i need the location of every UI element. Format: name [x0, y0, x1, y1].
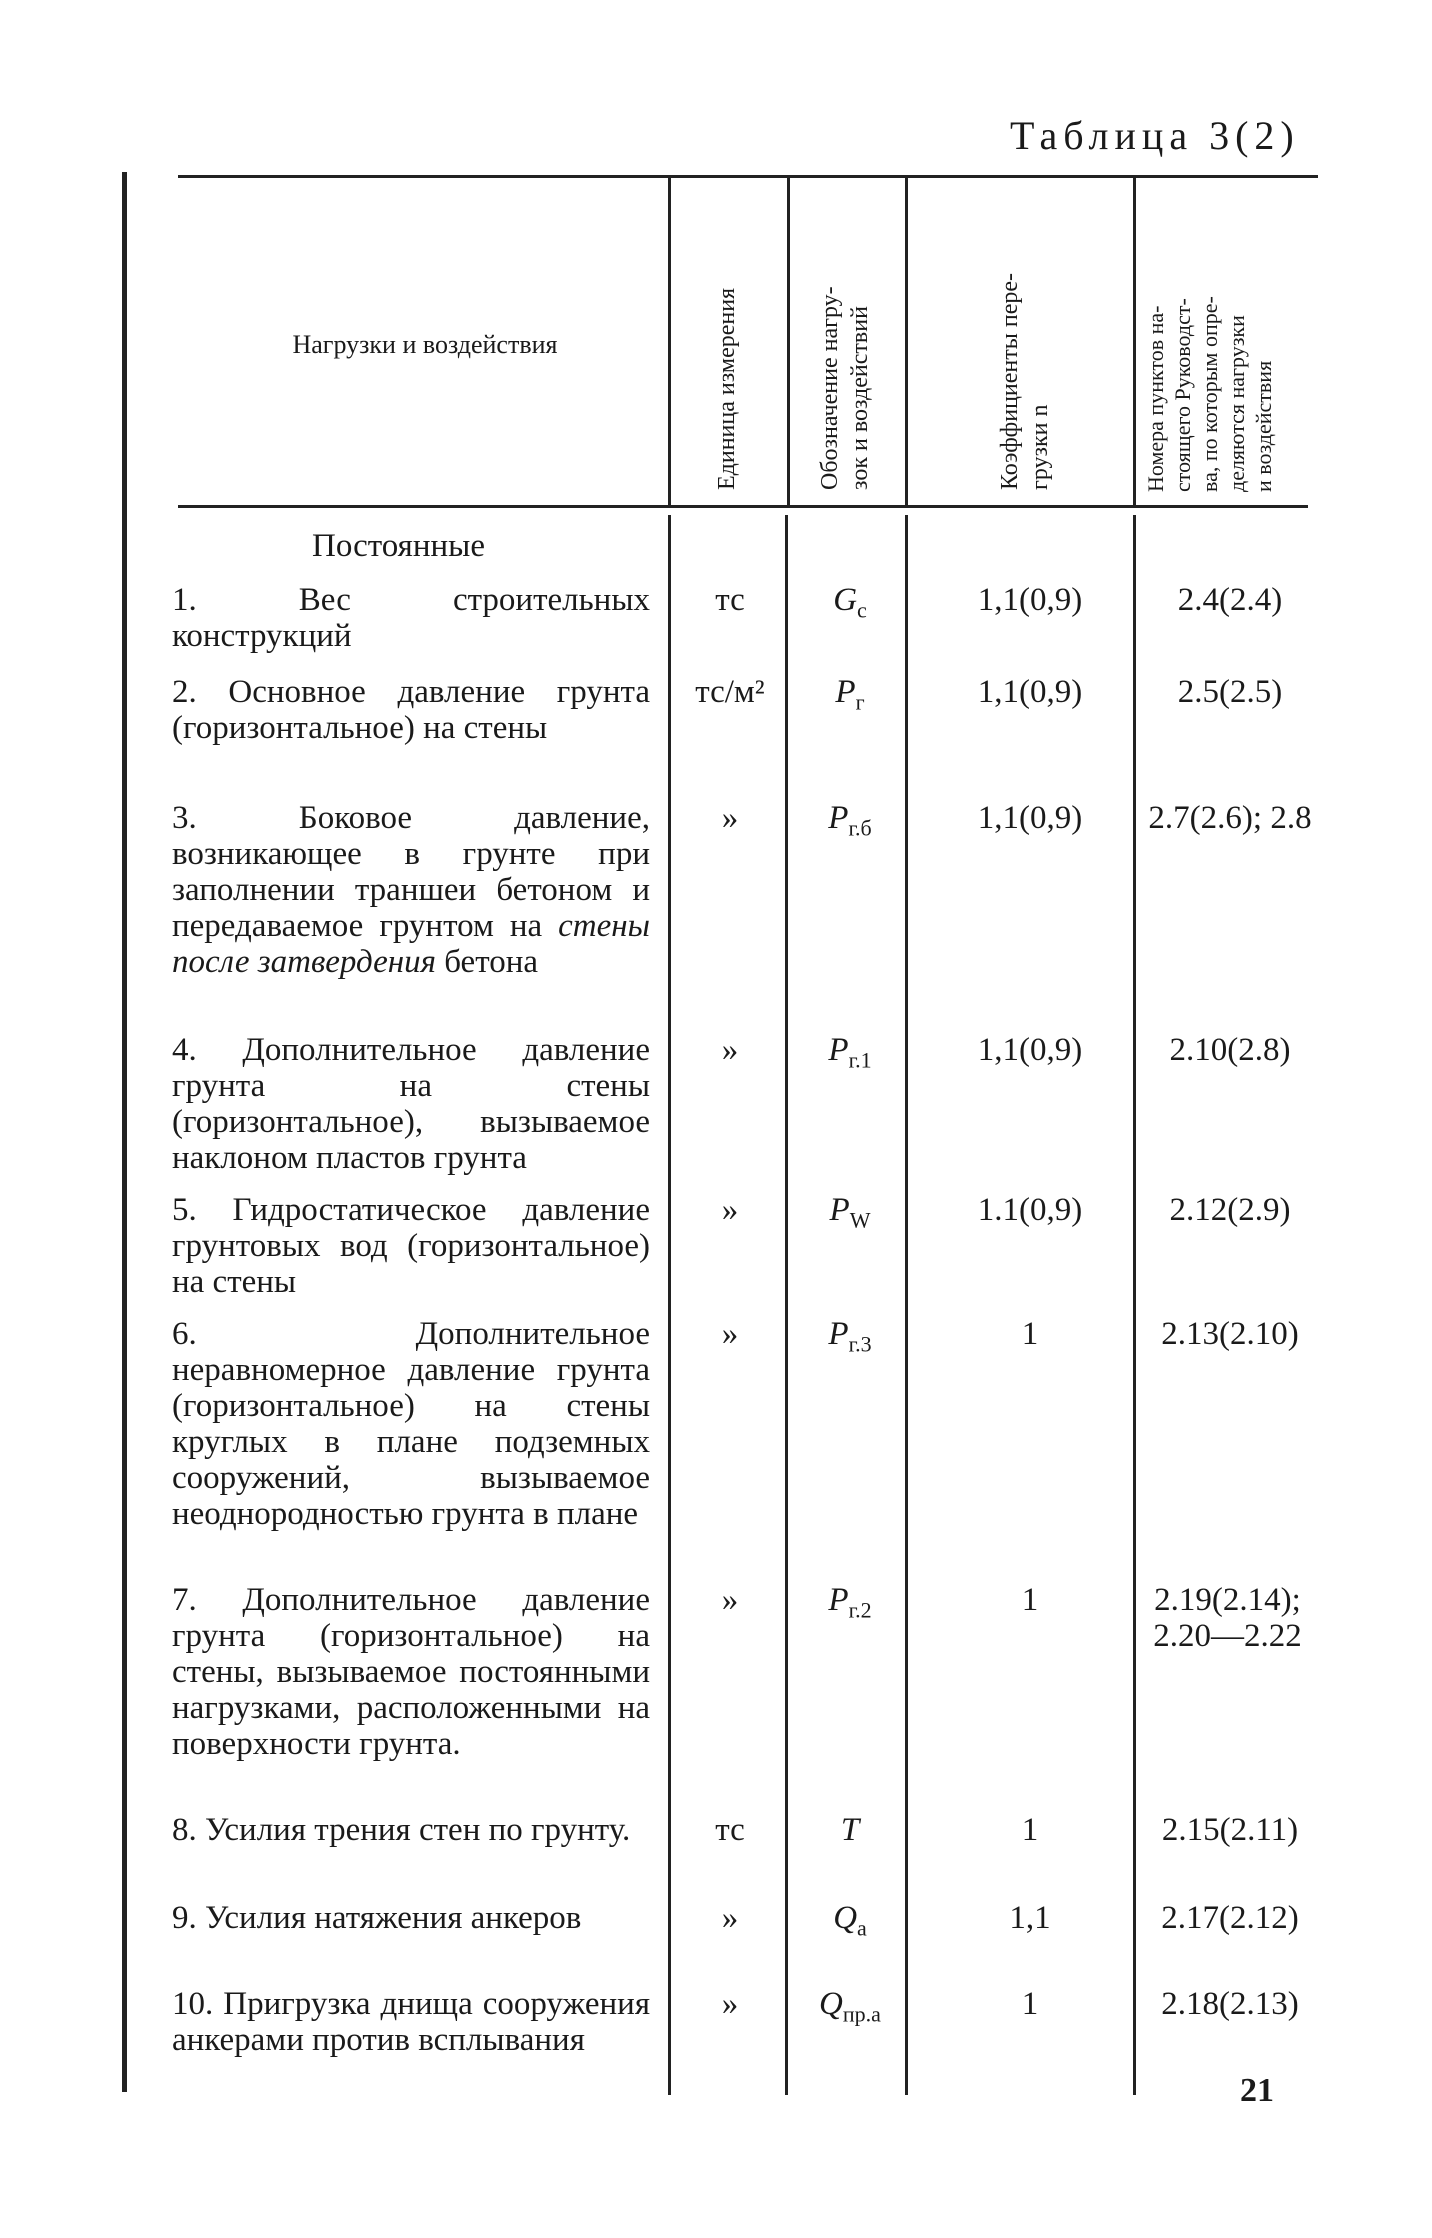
row-unit: » — [721, 1582, 739, 1618]
col-divider-4b — [1133, 515, 1136, 2095]
row-coefficient: 1 — [1021, 1986, 1039, 2022]
table-top-rule — [178, 175, 1318, 178]
row-unit: » — [721, 1032, 739, 1068]
row-items: 2.15(2.11) — [1161, 1812, 1299, 1848]
row-unit: тс — [715, 1812, 745, 1848]
row-items: 2.10(2.8) — [1169, 1032, 1291, 1068]
row-symbol: T — [840, 1812, 860, 1848]
row-name: 9. Усилия натяжения анкеров — [172, 1900, 582, 1936]
header-items: Номера пунктов на- стоящего Руководст- ва, по которым опре- деляются нагрузки и воздействия — [1143, 296, 1276, 492]
header-unit: Единица измерения — [714, 287, 740, 490]
row-symbol: $Q_а$ — [833, 1900, 867, 1941]
row-coefficient: 1,1(0,9) — [977, 800, 1083, 836]
row-unit: » — [721, 1900, 739, 1936]
row-symbol: $P_W$ — [829, 1192, 871, 1233]
row-symbol: $G_с$ — [833, 582, 867, 623]
row-name: 3. Боковое давление, возникающее в грунте при заполнении траншеи бетоном и передаваемое грунтом на стены после затвердения бетона — [172, 800, 650, 980]
row-name: 2. Основное давление грунта (горизонтальное) на стены — [172, 674, 650, 746]
col-divider-3 — [905, 178, 908, 505]
row-items: 2.19(2.14); 2.20—2.22 — [1153, 1582, 1302, 1654]
row-items: 2.17(2.12) — [1161, 1900, 1299, 1936]
row-items: 2.5(2.5) — [1177, 674, 1283, 710]
page-number: 21 — [1240, 2072, 1274, 2109]
row-name: 6. Дополнительное неравномерное давление грунта (горизонтальное) на стены круглых в плане подземных сооружений, вызываемое неоднородностью грунта в плане — [172, 1316, 650, 1532]
row-unit: » — [721, 800, 739, 836]
row-symbol: $P_{г.2}$ — [828, 1582, 872, 1623]
header-coefficient: Коэффициенты пере- грузки n — [997, 272, 1053, 490]
row-name: 8. Усилия трения стен по грунту. — [172, 1812, 631, 1848]
header-loads: Нагрузки и воздействия — [292, 330, 558, 359]
margin-bar — [122, 172, 127, 2092]
row-coefficient: 1 — [1021, 1582, 1039, 1618]
row-unit: » — [721, 1192, 739, 1228]
header-symbol: Обозначение нагру- зок и воздействий — [817, 286, 873, 490]
row-coefficient: 1.1(0,9) — [977, 1192, 1083, 1228]
row-symbol: $P_{г.3}$ — [828, 1316, 872, 1357]
row-coefficient: 1 — [1021, 1812, 1039, 1848]
row-coefficient: 1,1 — [1009, 1900, 1051, 1936]
group-title: Постоянные — [312, 528, 485, 564]
row-name: 1. Вес строительных конструкций — [172, 582, 650, 654]
col-divider-2b — [785, 515, 788, 2095]
row-name: 10. Пригрузка днища сооружения анкерами против всплывания — [172, 1986, 650, 2058]
row-coefficient: 1,1(0,9) — [977, 582, 1083, 618]
row-unit: тс — [715, 582, 745, 618]
col-divider-2 — [787, 178, 790, 505]
row-symbol: $P_{г.б}$ — [828, 800, 872, 841]
row-coefficient: 1 — [1021, 1316, 1039, 1352]
row-name: 4. Дополнительное давление грунта на стены (горизонтальное), вызываемое наклоном пластов грунта — [172, 1032, 650, 1176]
row-name: 5. Гидростатическое давление грунтовых вод (горизонтальное) на стены — [172, 1192, 650, 1300]
row-coefficient: 1,1(0,9) — [977, 674, 1083, 710]
row-coefficient: 1,1(0,9) — [977, 1032, 1083, 1068]
row-symbol: $P_{г.1}$ — [828, 1032, 872, 1073]
row-unit: тс/м² — [695, 674, 765, 710]
row-items: 2.4(2.4) — [1177, 582, 1283, 618]
row-unit: » — [721, 1316, 739, 1352]
row-name: 7. Дополнительное давление грунта (горизонтальное) на стены, вызываемое постоянными нагрузками, расположенными на поверхности грунта. — [172, 1582, 650, 1762]
row-symbol: $P_г$ — [835, 674, 865, 715]
col-divider-1b — [668, 515, 671, 2095]
row-unit: » — [721, 1986, 739, 2022]
row-items: 2.18(2.13) — [1161, 1986, 1299, 2022]
row-items: 2.7(2.6); 2.8 — [1148, 800, 1312, 836]
row-items: 2.13(2.10) — [1161, 1316, 1299, 1352]
row-symbol: $Q_{пр.а}$ — [819, 1986, 881, 2027]
header-bottom-rule — [178, 505, 1308, 508]
row-items: 2.12(2.9) — [1169, 1192, 1291, 1228]
table-caption: Таблица 3(2) — [1010, 113, 1300, 158]
col-divider-4 — [1133, 178, 1136, 505]
